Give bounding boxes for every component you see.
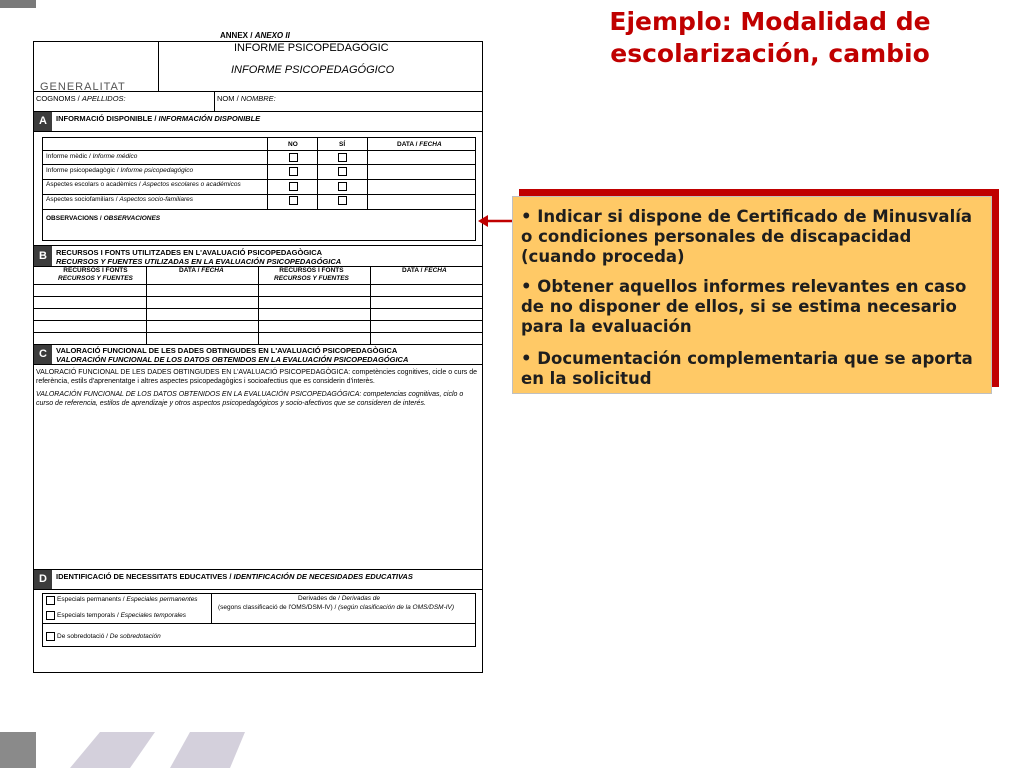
callout-item-2: • Obtener aquellos informes relevantes en caso de no disponer de ellos, si se estima necesario para la evaluación: [521, 277, 967, 336]
checkbox-no-medic[interactable]: [289, 153, 298, 162]
section-d-title: IDENTIFICACIÓ DE NECESSITATS EDUCATIVES / IDENTIFICACIÓN DE NECESIDADES EDUCATIVAS: [56, 572, 413, 581]
opt-permanent: Especials permanents / Especiales permanentes: [57, 596, 198, 603]
section-a-letter: A: [34, 112, 52, 131]
checkbox-si-escolar[interactable]: [338, 182, 347, 191]
derived-title: Derivades de / Derivadas de: [298, 595, 381, 602]
col-date: DATA / FECHA: [397, 141, 442, 148]
checkbox-si-medic[interactable]: [338, 153, 347, 162]
arrow-left-icon: [478, 214, 512, 228]
surname-label: COGNOMS / APELLIDOS:: [36, 94, 126, 103]
col-si: SÍ: [339, 141, 346, 148]
checkbox-si-psico[interactable]: [338, 167, 347, 176]
name-label: NOM / NOMBRE:: [217, 94, 276, 103]
checkbox-no-psico[interactable]: [289, 167, 298, 176]
checkbox-temporal[interactable]: [46, 611, 55, 620]
section-a-table: [42, 137, 476, 241]
checkbox-sobredotacion[interactable]: [46, 632, 55, 641]
section-d-letter: D: [34, 570, 52, 589]
b-col3: RECURSOS I FONTS RECURSOS Y FUENTES: [274, 267, 349, 282]
opt-temporal: Especials temporals / Especiales temporales: [57, 612, 186, 619]
watermark-logo: [60, 732, 250, 768]
corner-decoration-bottom: [0, 732, 36, 768]
b-col4: DATA / FECHA: [402, 267, 447, 274]
checkbox-no-escolar[interactable]: [289, 182, 298, 191]
opt-sobredotacion: De sobredotació / De sobredotación: [57, 633, 161, 640]
checkbox-no-sociofamiliar[interactable]: [289, 196, 298, 205]
callout-box: [512, 196, 992, 394]
section-a-title: INFORMACIÓ DISPONIBLE / INFORMACIÓN DISPONIBLE: [56, 114, 261, 123]
derived-sub: (segons classificació de l'OMS/DSM-IV) / (según clasificación de la OMS/DSM-IV): [218, 604, 455, 611]
col-no: NO: [288, 141, 298, 148]
header-watermark: GENERALITAT: [40, 81, 126, 93]
section-b-table: [34, 266, 482, 344]
checkbox-permanent[interactable]: [46, 596, 55, 605]
info-row-medic: Informe mèdic / Informe médico: [46, 153, 138, 160]
b-col2: DATA / FECHA: [179, 267, 224, 274]
slide-title: Ejemplo: Modalidad de escolarización, cambio: [609, 7, 931, 68]
info-row-psico: Informe psicopedagògic / Informe psicopedagógico: [46, 167, 194, 174]
section-c-letter: C: [34, 345, 52, 364]
section-b-title-es: RECURSOS Y FUENTES UTILIZADAS EN LA EVALUACIÓN PSICOPEDAGÓGICA: [56, 257, 342, 266]
section-c-text-ca: VALORACIÓ FUNCIONAL DE LES DADES OBTINGUDES EN L'AVALUACIÓ PSICOPEDAGÒGICA: competències cognitives, cicle o curs de referència, estils d'aprenentatge i altres aspectes psicopedagògics i socioafectius que es considerin d'interès.: [36, 369, 478, 385]
annex-label: ANNEX / ANEXO II: [220, 31, 290, 40]
checkbox-si-sociofamiliar[interactable]: [338, 196, 347, 205]
section-c-text-es: VALORACIÓN FUNCIONAL DE LOS DATOS OBTENIDOS EN LA EVALUACIÓN PSICOPEDAGÓGICA: competencias cognitivas, ciclo o curso de referencia, estilos de aprendizaje y otros aspectos psicopedagógicos y socio-afectivos que se consideren de interés.: [36, 391, 464, 407]
callout-item-3: • Documentación complementaria que se aporta en la solicitud: [521, 349, 973, 388]
header-title-ca: INFORME PSICOPEDAGÒGIC: [234, 42, 389, 54]
b-col1: RECURSOS I FONTS RECURSOS Y FUENTES: [58, 267, 133, 282]
info-row-escolar: Aspectes escolars o acadèmics / Aspectos escolares o académicos: [46, 181, 241, 188]
section-c-title-es: VALORACIÓN FUNCIONAL DE LOS DATOS OBTENIDOS EN LA EVALUACIÓN PSICOPEDAGÓGICA: [56, 355, 409, 364]
section-d-box: [42, 593, 476, 647]
header-title-es: INFORME PSICOPEDAGÓGICO: [231, 64, 395, 76]
corner-decoration-top: [0, 0, 36, 8]
info-row-sociofamiliar: Aspectes sociofamiliars / Aspectos socio-familiares: [46, 196, 194, 203]
callout-item-1: • Indicar si dispone de Certificado de Minusvalía o condiciones personales de discapacidad (cuando proceda): [521, 207, 973, 266]
observations-label: OBSERVACIONS / OBSERVACIONES: [46, 215, 161, 222]
section-c-title: VALORACIÓ FUNCIONAL DE LES DADES OBTINGUDES EN L'AVALUACIÓ PSICOPEDAGÒGICA: [56, 346, 398, 355]
section-b-title: RECURSOS I FONTS UTILITZADES EN L'AVALUACIÓ PSICOPEDAGÒGICA: [56, 248, 323, 257]
section-b-letter: B: [34, 246, 52, 266]
form-document: [33, 41, 483, 673]
